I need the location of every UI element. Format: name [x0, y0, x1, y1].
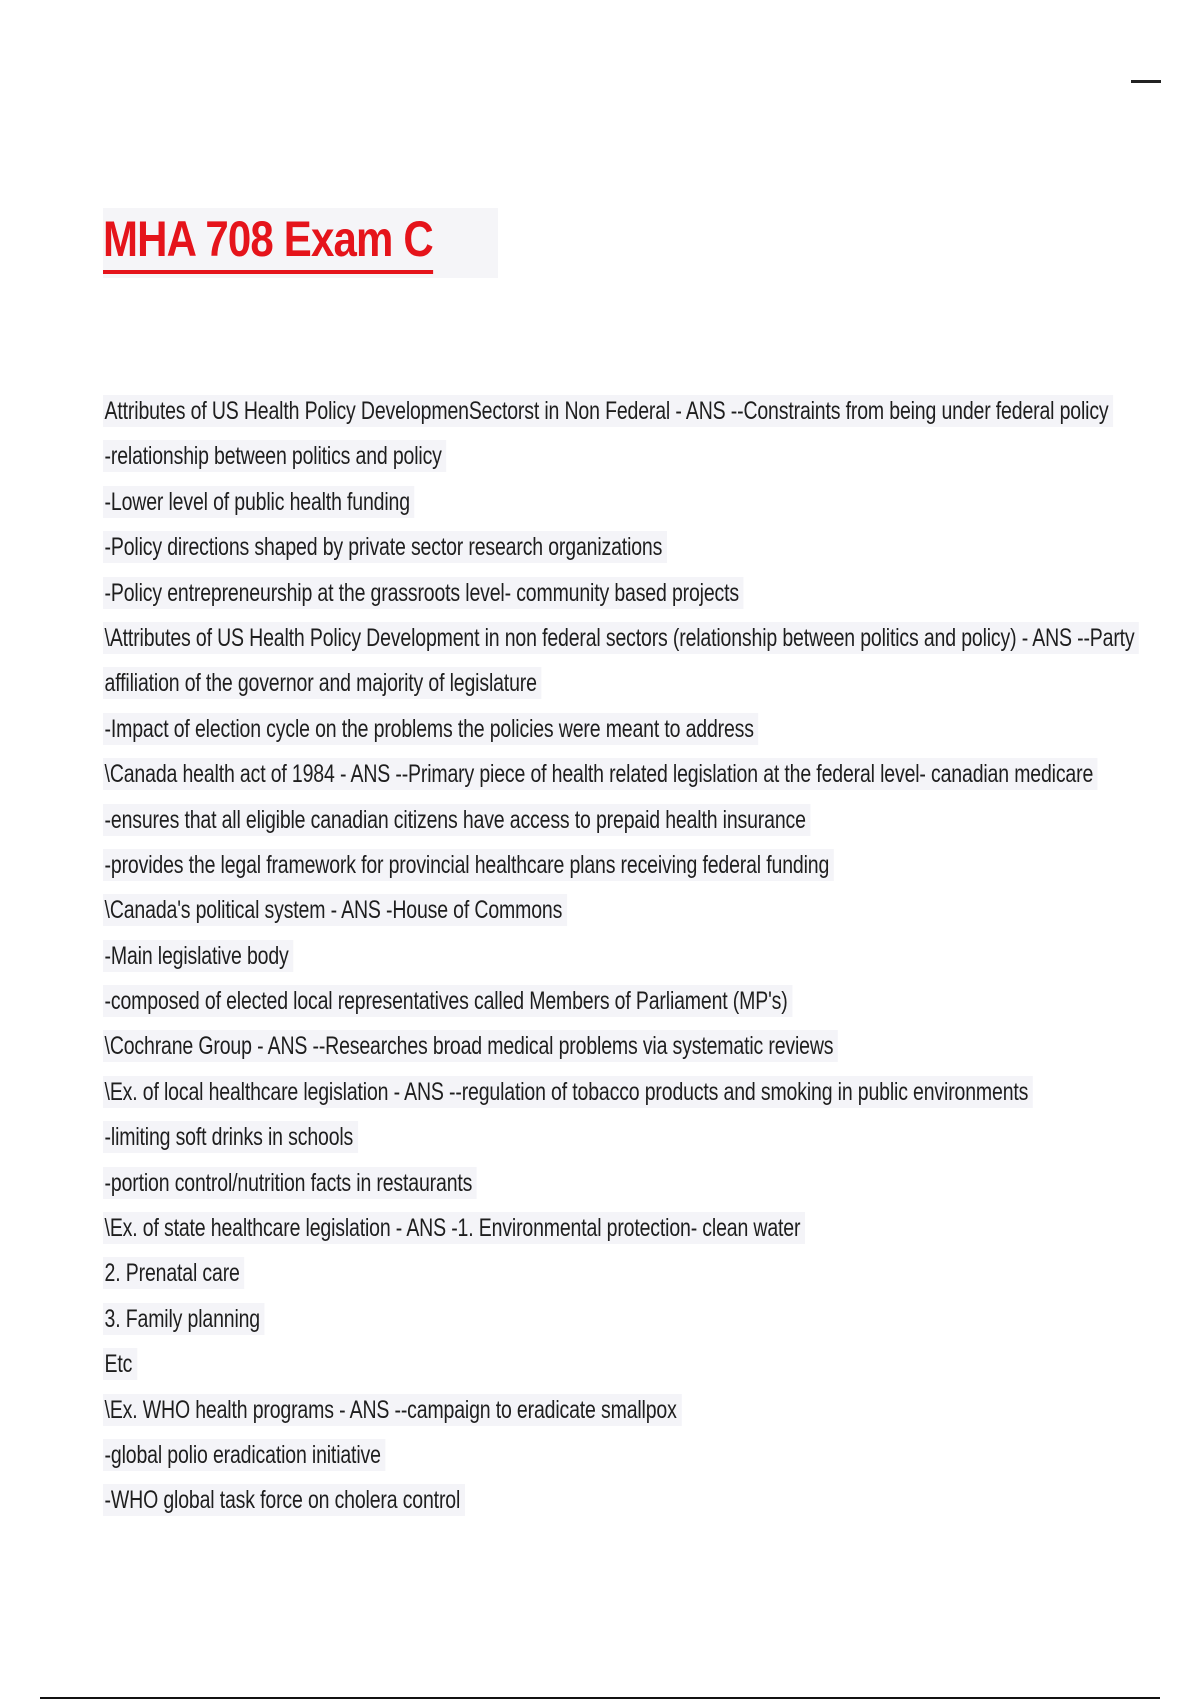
qa-line — [103, 1437, 1139, 1482]
document-title: MHA 708 Exam C — [103, 208, 433, 274]
qa-line-text: -ensures that all eligible canadian citizens have access to prepaid health insurance — [103, 804, 810, 836]
qa-line — [103, 711, 1139, 756]
qa-line — [103, 575, 1139, 620]
page-corner-dash — [1131, 80, 1161, 83]
qa-line-text: -WHO global task force on cholera control — [103, 1484, 465, 1516]
qa-line-text: -Lower level of public health funding — [103, 486, 415, 518]
qa-line — [103, 1392, 1139, 1437]
qa-line-text: -Policy entrepreneurship at the grassroots level- community based projects — [103, 577, 744, 609]
qa-line-text: \Ex. WHO health programs - ANS --campaign to eradicate smallpox — [103, 1394, 681, 1426]
qa-list — [103, 393, 1200, 1528]
qa-line — [103, 1119, 1139, 1164]
qa-line-text: affiliation of the governor and majority of legislature — [103, 667, 541, 699]
qa-line — [103, 847, 1139, 892]
qa-line — [103, 529, 1139, 574]
qa-line — [103, 1301, 1139, 1346]
qa-line-text: -Policy directions shaped by private sector research organizations — [103, 531, 667, 563]
qa-line-text: -limiting soft drinks in schools — [103, 1121, 358, 1153]
qa-line-text: -provides the legal framework for provincial healthcare plans receiving federal funding — [103, 849, 834, 881]
qa-line — [103, 802, 1139, 847]
qa-line-text: 2. Prenatal care — [103, 1257, 244, 1289]
qa-line-text: \Attributes of US Health Policy Development in non federal sectors (relationship between politics and policy) - ANS --Party — [103, 622, 1139, 654]
qa-line — [103, 1255, 1139, 1300]
qa-line-text: -Main legislative body — [103, 940, 293, 972]
qa-line — [103, 938, 1139, 983]
qa-line — [103, 1346, 1139, 1391]
qa-line-text: Etc — [103, 1348, 137, 1380]
qa-line-text: -relationship between politics and policy — [103, 440, 446, 472]
qa-line — [103, 1028, 1139, 1073]
qa-line — [103, 665, 1139, 710]
qa-line-text: -global polio eradication initiative — [103, 1439, 385, 1471]
qa-line-text: \Ex. of state healthcare legislation - ANS -1. Environmental protection- clean water — [103, 1212, 805, 1244]
qa-line — [103, 620, 1139, 665]
qa-line — [103, 484, 1139, 529]
qa-line-text: \Cochrane Group - ANS --Researches broad medical problems via systematic reviews — [103, 1030, 838, 1062]
qa-line — [103, 393, 1139, 438]
qa-line-text: -composed of elected local representatives called Members of Parliament (MP's) — [103, 985, 792, 1017]
qa-line-text: \Canada health act of 1984 - ANS --Primary piece of health related legislation at the federal level- canadian medicare — [103, 758, 1098, 790]
qa-line-text: -Impact of election cycle on the problems the policies were meant to address — [103, 713, 759, 745]
qa-line — [103, 438, 1139, 483]
page-bottom-rule — [40, 1697, 1160, 1699]
qa-line-text: \Ex. of local healthcare legislation - ANS --regulation of tobacco products and smoking in public environments — [103, 1076, 1033, 1108]
qa-line — [103, 983, 1139, 1028]
qa-line-text: -portion control/nutrition facts in restaurants — [103, 1167, 477, 1199]
qa-line — [103, 756, 1139, 801]
qa-line — [103, 1482, 1139, 1527]
qa-line — [103, 1210, 1139, 1255]
qa-line — [103, 1074, 1139, 1119]
title-block — [103, 208, 498, 278]
qa-line-text: Attributes of US Health Policy DevelopmenSectorst in Non Federal - ANS --Constraints from being under federal policy — [103, 395, 1113, 427]
qa-line — [103, 1165, 1139, 1210]
qa-line-text: 3. Family planning — [103, 1303, 265, 1335]
qa-line — [103, 892, 1139, 937]
qa-line-text: \Canada's political system - ANS -House of Commons — [103, 894, 567, 926]
